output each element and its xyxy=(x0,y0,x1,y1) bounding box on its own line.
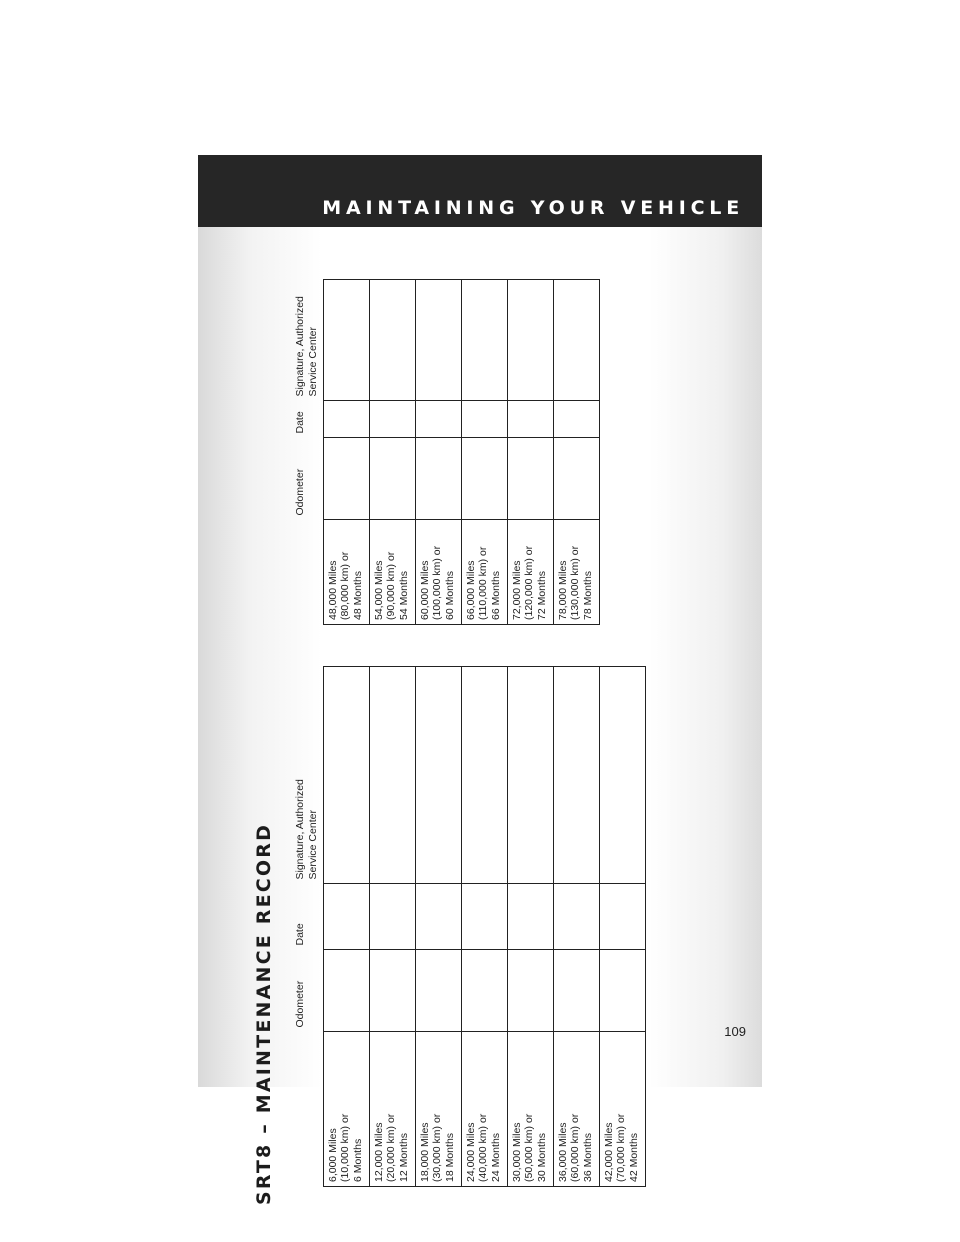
odometer-entry-cell[interactable] xyxy=(507,950,553,1032)
date-entry-cell[interactable] xyxy=(599,884,645,950)
date-header: Date xyxy=(291,401,323,438)
service-interval-cell: 6,000 Miles (10,000 km) or 6 Months xyxy=(323,1032,369,1187)
table-row xyxy=(369,280,415,625)
table-row xyxy=(415,667,461,1187)
table-row xyxy=(553,667,599,1187)
section-title: SRT8 – MAINTENANCE RECORD xyxy=(253,822,275,1205)
service-interval-cell: 72,000 Miles (120,000 km) or 72 Months xyxy=(507,520,553,625)
table-row xyxy=(507,280,553,625)
signature-header: Signature, Authorized Service Center xyxy=(291,667,323,884)
table-row xyxy=(599,667,645,1187)
date-entry-cell[interactable] xyxy=(415,401,461,438)
page-number: 109 xyxy=(724,1024,746,1039)
signature-entry-cell[interactable] xyxy=(323,280,369,401)
table-row xyxy=(461,280,507,625)
date-entry-cell[interactable] xyxy=(461,401,507,438)
signature-entry-cell[interactable] xyxy=(599,667,645,884)
table-row xyxy=(461,667,507,1187)
date-entry-cell[interactable] xyxy=(369,401,415,438)
odometer-entry-cell[interactable] xyxy=(323,438,369,520)
service-interval-cell: 12,000 Miles (20,000 km) or 12 Months xyxy=(369,1032,415,1187)
signature-entry-cell[interactable] xyxy=(553,667,599,884)
date-entry-cell[interactable] xyxy=(461,884,507,950)
signature-entry-cell[interactable] xyxy=(507,280,553,401)
table-row xyxy=(323,280,369,625)
table-row xyxy=(369,667,415,1187)
signature-entry-cell[interactable] xyxy=(415,280,461,401)
interval-header-cell xyxy=(291,1032,323,1187)
odometer-entry-cell[interactable] xyxy=(369,950,415,1032)
date-entry-cell[interactable] xyxy=(553,401,599,438)
date-entry-cell[interactable] xyxy=(415,884,461,950)
odometer-header: Odometer xyxy=(291,438,323,520)
maintenance-table-right xyxy=(291,279,600,625)
date-entry-cell[interactable] xyxy=(323,401,369,438)
date-entry-cell[interactable] xyxy=(507,884,553,950)
date-entry-cell[interactable] xyxy=(323,884,369,950)
signature-entry-cell[interactable] xyxy=(415,667,461,884)
odometer-entry-cell[interactable] xyxy=(507,438,553,520)
date-entry-cell[interactable] xyxy=(553,884,599,950)
table-row xyxy=(507,667,553,1187)
odometer-entry-cell[interactable] xyxy=(323,950,369,1032)
manual-page xyxy=(198,155,762,1205)
odometer-entry-cell[interactable] xyxy=(415,438,461,520)
interval-header-cell xyxy=(291,520,323,625)
date-entry-cell[interactable] xyxy=(507,401,553,438)
signature-entry-cell[interactable] xyxy=(461,280,507,401)
signature-entry-cell[interactable] xyxy=(323,667,369,884)
table-header-row xyxy=(291,667,323,1187)
service-interval-cell: 24,000 Miles (40,000 km) or 24 Months xyxy=(461,1032,507,1187)
signature-header: Signature, Authorized Service Center xyxy=(291,280,323,401)
service-interval-cell: 66,000 Miles (110,000 km) or 66 Months xyxy=(461,520,507,625)
odometer-entry-cell[interactable] xyxy=(599,950,645,1032)
header-bar xyxy=(198,155,762,227)
date-header: Date xyxy=(291,884,323,950)
table-row xyxy=(323,667,369,1187)
odometer-entry-cell[interactable] xyxy=(415,950,461,1032)
odometer-entry-cell[interactable] xyxy=(461,950,507,1032)
odometer-entry-cell[interactable] xyxy=(553,438,599,520)
header-title: MAINTAINING YOUR VEHICLE xyxy=(322,197,744,219)
signature-entry-cell[interactable] xyxy=(507,667,553,884)
date-entry-cell[interactable] xyxy=(369,884,415,950)
maintenance-table-left xyxy=(291,666,646,1187)
odometer-entry-cell[interactable] xyxy=(461,438,507,520)
service-interval-cell: 30,000 Miles (50,000 km) or 30 Months xyxy=(507,1032,553,1187)
table-row xyxy=(415,280,461,625)
signature-entry-cell[interactable] xyxy=(369,280,415,401)
signature-entry-cell[interactable] xyxy=(369,667,415,884)
service-interval-cell: 18,000 Miles (30,000 km) or 18 Months xyxy=(415,1032,461,1187)
table-header-row xyxy=(291,280,323,625)
signature-entry-cell[interactable] xyxy=(461,667,507,884)
service-interval-cell: 78,000 Miles (130,000 km) or 78 Months xyxy=(553,520,599,625)
odometer-entry-cell[interactable] xyxy=(553,950,599,1032)
service-interval-cell: 60,000 Miles (100,000 km) or 60 Months xyxy=(415,520,461,625)
service-interval-cell: 36,000 Miles (60,000 km) or 36 Months xyxy=(553,1032,599,1187)
odometer-entry-cell[interactable] xyxy=(369,438,415,520)
table-row xyxy=(553,280,599,625)
signature-entry-cell[interactable] xyxy=(553,280,599,401)
odometer-header: Odometer xyxy=(291,950,323,1032)
service-interval-cell: 54,000 Miles (90,000 km) or 54 Months xyxy=(369,520,415,625)
service-interval-cell: 42,000 Miles (70,000 km) or 42 Months xyxy=(599,1032,645,1187)
service-interval-cell: 48,000 Miles (80,000 km) or 48 Months xyxy=(323,520,369,625)
